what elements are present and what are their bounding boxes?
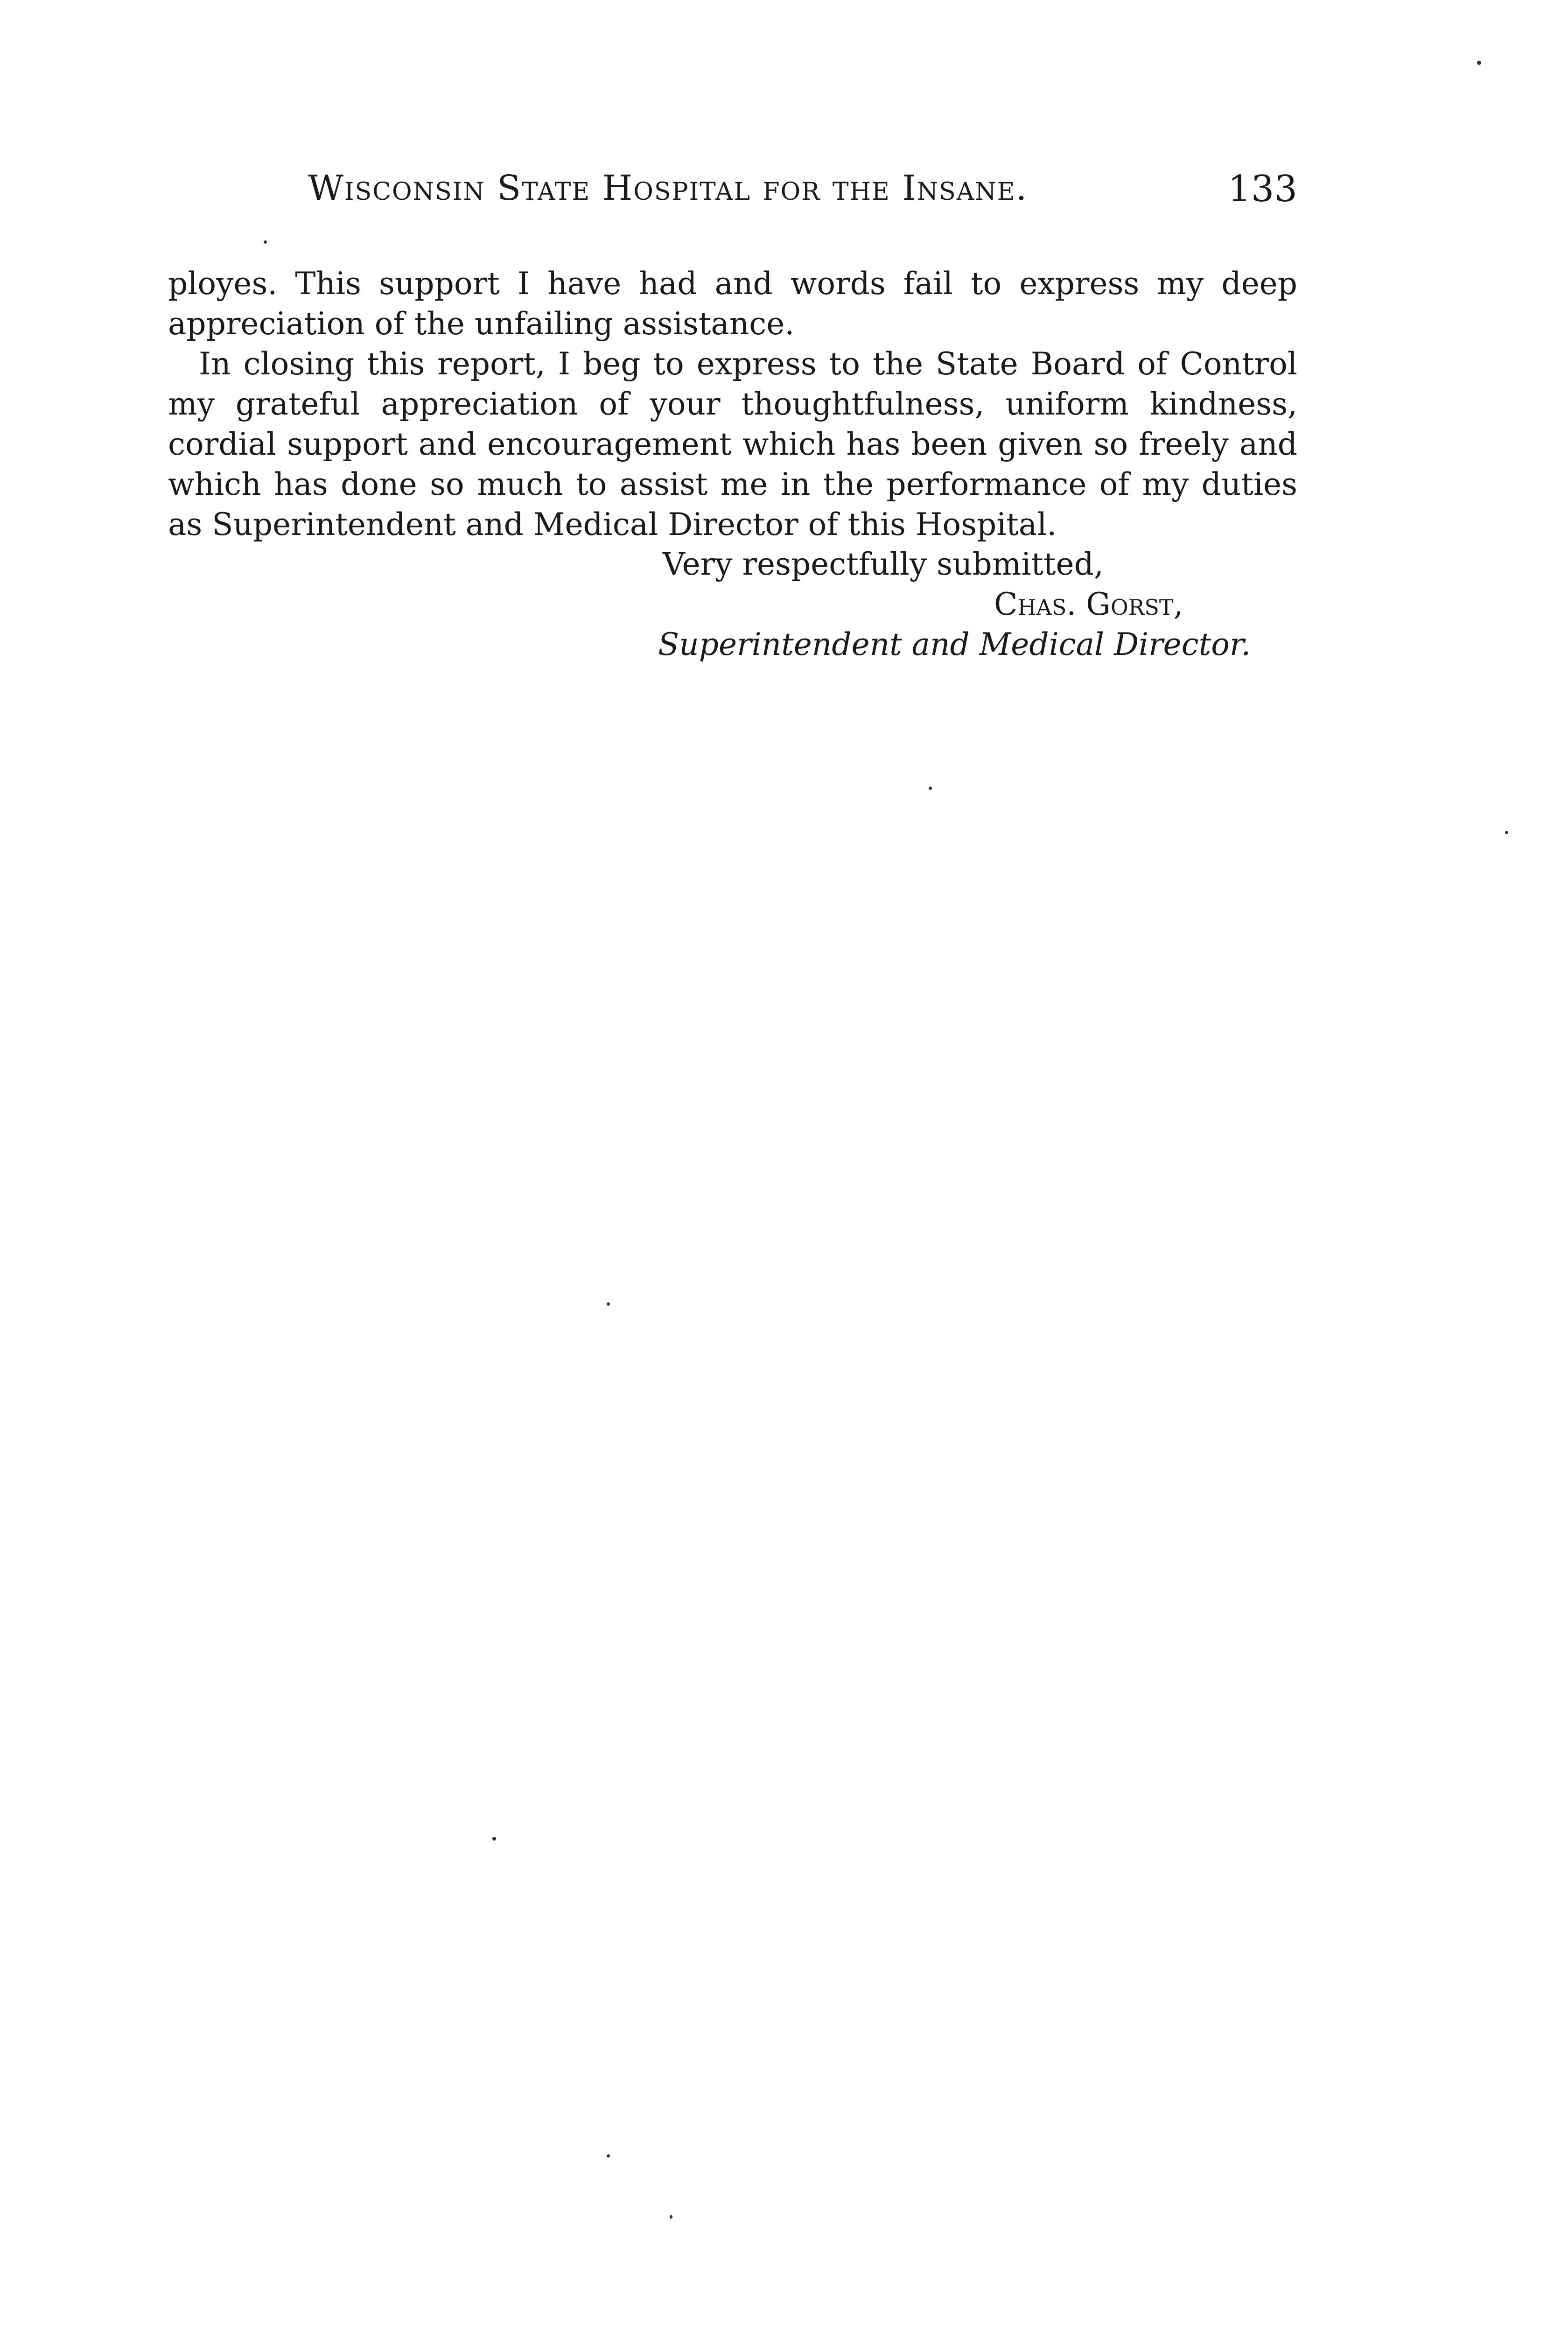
body-line: appreciation of the unfailing assistance. [168,306,795,342]
signature-block [168,544,1297,665]
body-line: as Superintendent and Medical Director of this Hospital. [168,506,1057,542]
signatory-title: Superintendent and Medical Director. [658,626,1251,662]
body-line: which has done so much to assist me in the performance of my duties [168,466,1297,502]
page-number: 133 [1228,168,1297,210]
scan-speck [670,2215,672,2219]
scan-speck [264,240,267,244]
scan-speck [1477,61,1481,65]
scan-speck [929,787,932,790]
body-line: cordial support and encouragement which has been given so freely and [168,426,1297,462]
body-text [168,264,1297,545]
running-header [168,168,1297,219]
body-line: my grateful appreciation of your thoughtfulness, uniform kindness, [168,386,1297,422]
scan-speck [1505,831,1508,834]
running-title: Wisconsin State Hospital for the Insane. [308,168,1028,208]
body-line: In closing this report, I beg to express to the State Board of Control [199,346,1297,382]
scan-speck [492,1837,496,1841]
scan-speck [607,2154,610,2158]
signatory-name: Chas. Gorst, [994,586,1183,622]
closing-salutation: Very respectfully submitted, [663,546,1104,582]
scan-speck [607,1302,610,1306]
body-line: ployes. This support I have had and words fail to express my deep [168,266,1297,302]
